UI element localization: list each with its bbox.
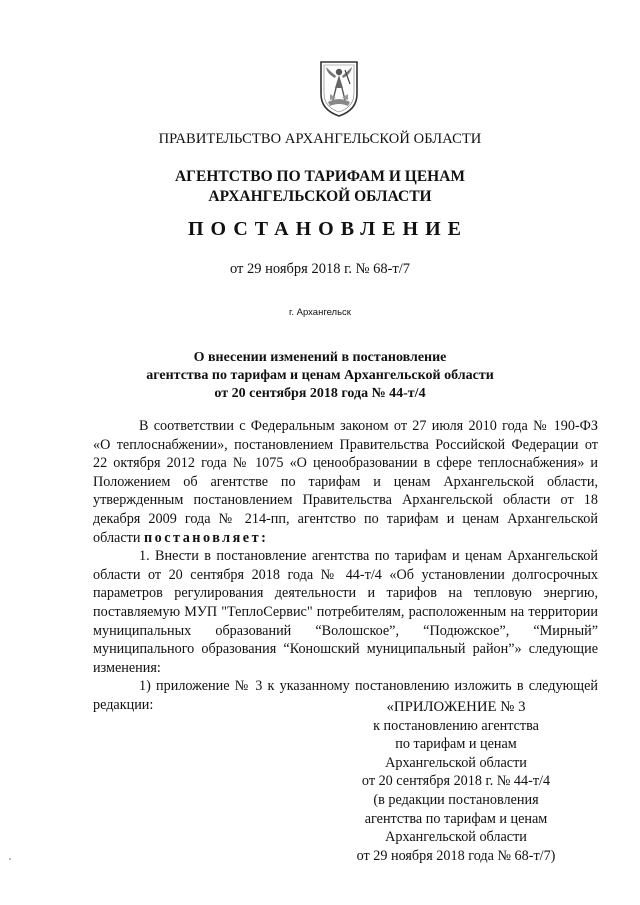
appendix-line: (в редакции постановления [373,791,539,808]
subject-line3: от 20 сентября 2018 года № 44-т/4 [214,386,426,401]
appendix-line: от 20 сентября 2018 г. № 44-т/4 [361,773,551,790]
coat-of-arms-icon [316,58,362,118]
document-date-number: от 29 ноября 2018 г. № 68-т/7 [229,261,411,277]
appendix-header [336,698,576,865]
appendix-line: Архангельской области [385,829,527,846]
resolves-keyword: постановляет: [143,529,269,546]
clause-1-paragraph: 1. Внести в постановление агентства по тарифам и ценам Архангельской области от 20 сентября 2018 года № 44-т/4 «Об установлении долгосрочных параметров регулирования деятельности и тарифов на тепловую энергию, поставляемую МУП "ТеплоСервис" потребителям, расположенным на территории муниципальных образований “Волошское”, “Подюжское”, “Мирный” муниципального образования “Коношский муниципальный район”» следующие изменения: [93,548,598,676]
agency-name-line2: АРХАНГЕЛЬСКОЙ ОБЛАСТИ [208,188,432,205]
preamble-text: В соответствии с Федеральным законом от 27 июля 2010 года № 190-ФЗ «О теплоснабжении», постановлением Правительства Российской Федерации от 22 октября 2012 года № 1075 «О ценообразовании в сфере теплоснабжения» и Положением об агентстве по тарифам и ценам Архангельской области, утвержденным постановлением Правительства Архангельской области от 18 декабря 2009 года № 214-пп, агентство по тарифам и ценам Архангельской области [93,418,598,546]
subject-line1: О внесении изменений в постановление [193,350,447,365]
agency-name-line1: АГЕНТСТВО ПО ТАРИФАМ И ЦЕНАМ [174,168,466,185]
document-subject [0,349,640,403]
appendix-line: по тарифам и ценам [395,736,517,753]
preamble-paragraph [93,417,598,547]
subclause-1-paragraph: 1) приложение № 3 к указанному постановлению изложить в следующей редакции: [93,678,598,713]
appendix-line: «ПРИЛОЖЕНИЕ № 3 [386,699,526,715]
document-type: ПОСТАНОВЛЕНИЕ [188,218,468,240]
appendix-line: к постановлению агентства [373,717,539,734]
document-city: г. Архангельск [289,307,351,318]
agency-name [0,167,640,207]
document-body [93,417,598,715]
appendix-line: Архангельской области [385,754,527,771]
government-name: ПРАВИТЕЛЬСТВО АРХАНГЕЛЬСКОЙ ОБЛАСТИ [158,131,482,147]
appendix-line: агентства по тарифам и ценам [364,810,548,827]
subject-line2: агентства по тарифам и ценам Архангельской области [146,368,494,383]
scan-speck [9,858,11,860]
appendix-line: от 29 ноября 2018 года № 68-т/7) [356,847,556,864]
